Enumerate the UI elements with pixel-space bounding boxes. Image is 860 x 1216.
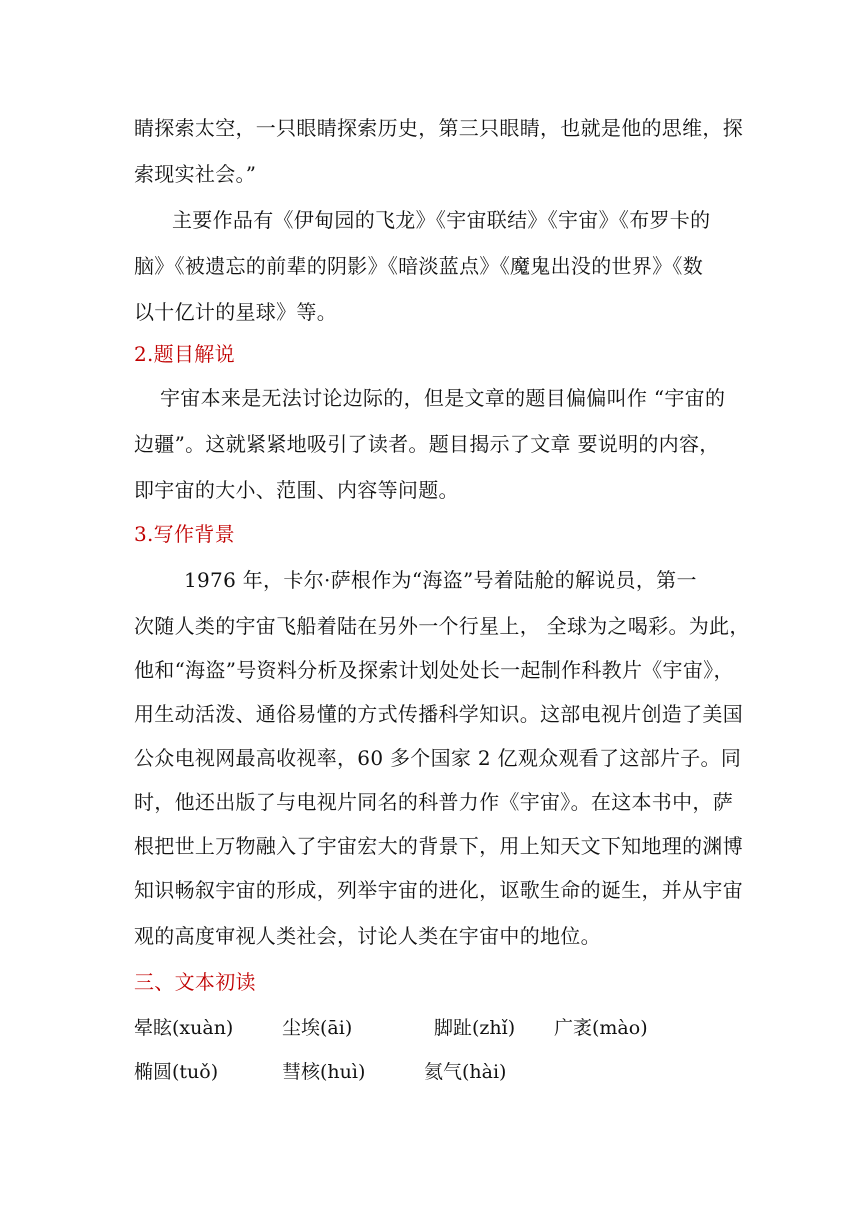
section3-line-1: 1976 年，卡尔·萨根作为“海盗”号着陆舱的解说员，第一: [184, 568, 697, 592]
section3-line-6: 时，他还出版了与电视片同名的科普力作《宇宙》。在这本书中，萨: [134, 790, 733, 814]
section3-line-8: 知识畅叙宇宙的形成，列举宇宙的进化，讴歌生命的诞生，并从宇宙: [134, 878, 743, 902]
section3-heading: 3.写作背景: [134, 522, 235, 546]
section2-line-2: 边疆”。这就紧紧地吸引了读者。题目揭示了文章 要说明的内容，: [134, 432, 720, 456]
intro-line-2: 索现实社会。”: [134, 162, 257, 186]
vocab-item: 广袤(mào): [554, 1017, 648, 1039]
section3-line-2: 次随人类的宇宙飞船着陆在另外一个行星上， 全球为之喝彩。为此，: [134, 614, 750, 638]
works-line-2: 脑》《被遗忘的前辈的阴影》《暗淡蓝点》《魔鬼出没的世界》《数: [134, 254, 703, 278]
vocab-item: 尘埃(āi): [282, 1017, 353, 1039]
vocab-item: 氦气(hài): [424, 1061, 507, 1083]
works-line-1: 主要作品有《伊甸园的飞龙》《宇宙联结》《宇宙》《布罗卡的: [172, 208, 711, 232]
section3-line-3: 他和“海盗”号资料分析及探索计划处处长一起制作科教片《宇宙》，: [134, 658, 734, 682]
section2-line-1: 宇宙本来是无法讨论边际的，但是文章的题目偏偏叫作 “宇宙的: [160, 386, 726, 410]
section2-heading: 2.题目解说: [134, 342, 235, 366]
vocab-item: 椭圆(tuǒ): [134, 1061, 219, 1083]
section-three-heading: 三、文本初读: [134, 970, 256, 994]
vocab-item: 晕眩(xuàn): [134, 1017, 234, 1039]
vocab-item: 脚趾(zhǐ): [434, 1017, 516, 1039]
vocab-item: 彗核(huì): [282, 1061, 366, 1083]
section3-line-7: 根把世上万物融入了宇宙宏大的背景下，用上知天文下知地理的渊博: [134, 834, 743, 858]
section3-line-4: 用生动活泼、通俗易懂的方式传播科学知识。这部电视片创造了美国: [134, 702, 743, 726]
section3-line-9: 观的高度审视人类社会，讨论人类在宇宙中的地位。: [134, 924, 601, 948]
intro-line-1: 睛探索太空，一只眼睛探索历史，第三只眼睛，也就是他的思维，探: [134, 116, 743, 140]
section3-line-5: 公众电视网最高收视率，60 多个国家 2 亿观众观看了这部片子。同: [134, 746, 742, 770]
section2-line-3: 即宇宙的大小、范围、内容等问题。: [134, 478, 459, 502]
works-line-3: 以十亿计的星球》等。: [134, 300, 337, 324]
